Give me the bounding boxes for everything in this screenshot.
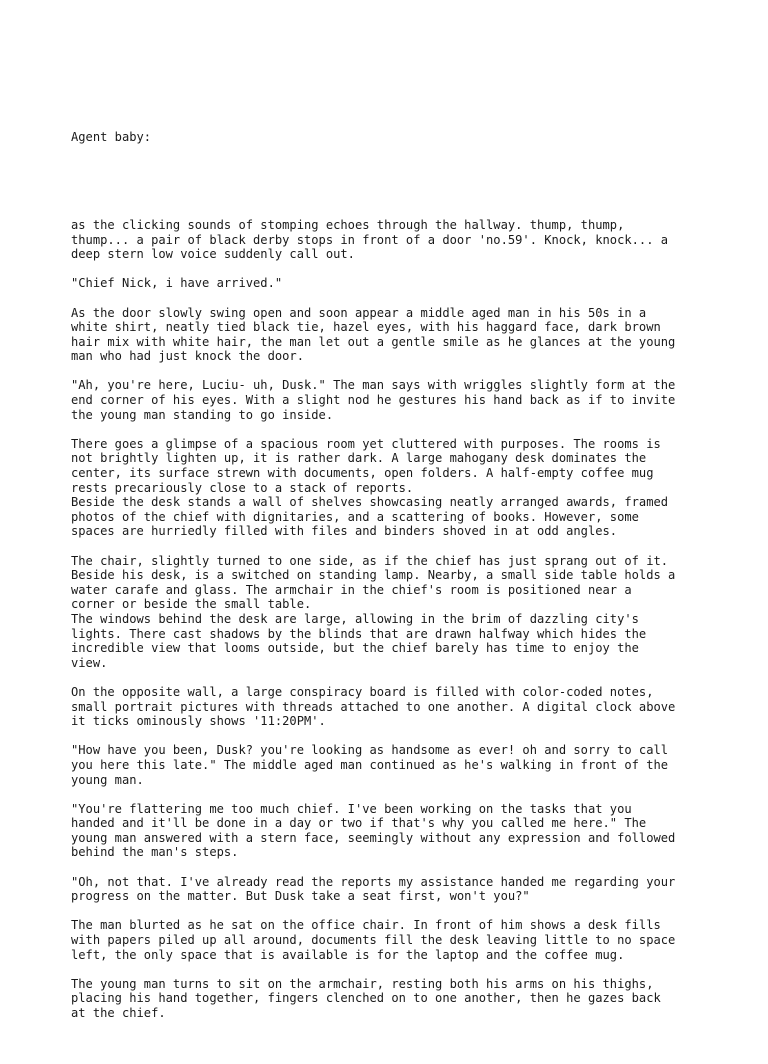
text-line: "Ah, you're here, Luciu- uh, Dusk." The man says with wriggles slightly form at the [71, 378, 676, 393]
paragraph [71, 437, 711, 539]
text-line: with papers piled up all around, documents fill the desk leaving little to no space [71, 933, 676, 948]
paragraph [71, 977, 711, 1021]
text-line: "Chief Nick, i have arrived." [71, 276, 283, 291]
text-line: corner or beside the small table. [71, 597, 312, 612]
text-line: at the chief. [71, 1006, 166, 1020]
text-line: Beside the desk stands a wall of shelves showcasing neatly arranged awards, framed [71, 495, 669, 510]
document-body [71, 72, 711, 1064]
text-line: "You're flattering me too much chief. I've been working on the tasks that you [71, 801, 632, 816]
paragraph [71, 554, 711, 671]
paragraph [71, 918, 711, 962]
text-line: photos of the chief with dignitaries, and a scattering of books. However, some [71, 509, 639, 524]
paragraph [71, 218, 711, 262]
paragraph [71, 276, 711, 291]
text-line: the young man standing to go inside. [71, 407, 334, 422]
text-line: view. [71, 655, 108, 670]
text-line: On the opposite wall, a large conspiracy board is filled with color-coded notes, [71, 684, 654, 699]
text-line: Beside his desk, is a switched on standing lamp. Nearby, a small side table holds a [71, 568, 676, 583]
text-line: it ticks ominously shows '11:20PM'. [71, 714, 326, 729]
text-line: center, its surface strewn with documents, open folders. A half-empty coffee mug [71, 466, 654, 481]
text-line: There goes a glimpse of a spacious room yet cluttered with purposes. The rooms is [71, 436, 661, 451]
text-line: The windows behind the desk are large, allowing in the brim of dazzling city's [71, 611, 639, 626]
text-line: thump... a pair of black derby stops in front of a door 'no.59'. Knock, knock... a [71, 232, 669, 247]
text-line: placing his hand together, fingers clenched on to one another, then he gazes back [71, 991, 661, 1006]
text-line: The man blurted as he sat on the office chair. In front of him shows a desk fills [71, 918, 661, 933]
paragraph [71, 378, 711, 422]
text-line: progress on the matter. But Dusk take a seat first, won't you?" [71, 889, 530, 904]
text-line: not brightly lighten up, it is rather dark. A large mahogany desk dominates the [71, 451, 647, 466]
text-line: rests precariously close to a stack of reports. [71, 480, 414, 495]
text-line: "How have you been, Dusk? you're looking as handsome as ever! oh and sorry to call [71, 743, 669, 758]
paragraph [71, 306, 711, 364]
paragraph-list [71, 218, 711, 1021]
text-line: deep stern low voice suddenly call out. [71, 247, 355, 262]
text-line: "Oh, not that. I've already read the reports my assistance handed me regarding your [71, 874, 676, 889]
text-line: small portrait pictures with threads attached to one another. A digital clock above [71, 699, 676, 714]
document-title [71, 101, 711, 174]
text-line: handed and it'll be done in a day or two if that's why you called me here." The [71, 816, 647, 831]
title-line: Agent baby: [71, 130, 152, 145]
text-line: water carafe and glass. The armchair in the chief's room is positioned near a [71, 582, 632, 597]
text-line: lights. There cast shadows by the blinds that are drawn halfway which hides the [71, 626, 647, 641]
paragraph [71, 875, 711, 904]
text-line: as the clicking sounds of stomping echoes through the hallway. thump, thump, [71, 217, 625, 232]
paragraph [71, 685, 711, 729]
text-line: end corner of his eyes. With a slight nod he gestures his hand back as if to invite [71, 393, 676, 408]
text-line: left, the only space that is available is for the laptop and the coffee mug. [71, 947, 625, 962]
text-line: The young man turns to sit on the armchair, resting both his arms on his thighs, [71, 976, 654, 991]
text-line: behind the man's steps. [71, 845, 239, 860]
text-line: you here this late." The middle aged man continued as he's walking in front of the [71, 757, 669, 772]
text-line: As the door slowly swing open and soon appear a middle aged man in his 50s in a [71, 305, 647, 320]
paragraph [71, 802, 711, 860]
text-line: man who had just knock the door. [71, 349, 304, 364]
text-line: incredible view that looms outside, but the chief barely has time to enjoy the [71, 641, 639, 656]
paragraph [71, 743, 711, 787]
text-line: young man. [71, 772, 144, 787]
text-line: hair mix with white hair, the man let out a gentle smile as he glances at the young [71, 334, 676, 349]
text-line: young man answered with a stern face, seemingly without any expression and followed [71, 830, 676, 845]
text-line: white shirt, neatly tied black tie, hazel eyes, with his haggard face, dark brown [71, 320, 661, 335]
text-line: The chair, slightly turned to one side, as if the chief has just sprang out of it. [71, 553, 669, 568]
text-line: spaces are hurriedly filled with files and binders shoved in at odd angles. [71, 524, 618, 539]
